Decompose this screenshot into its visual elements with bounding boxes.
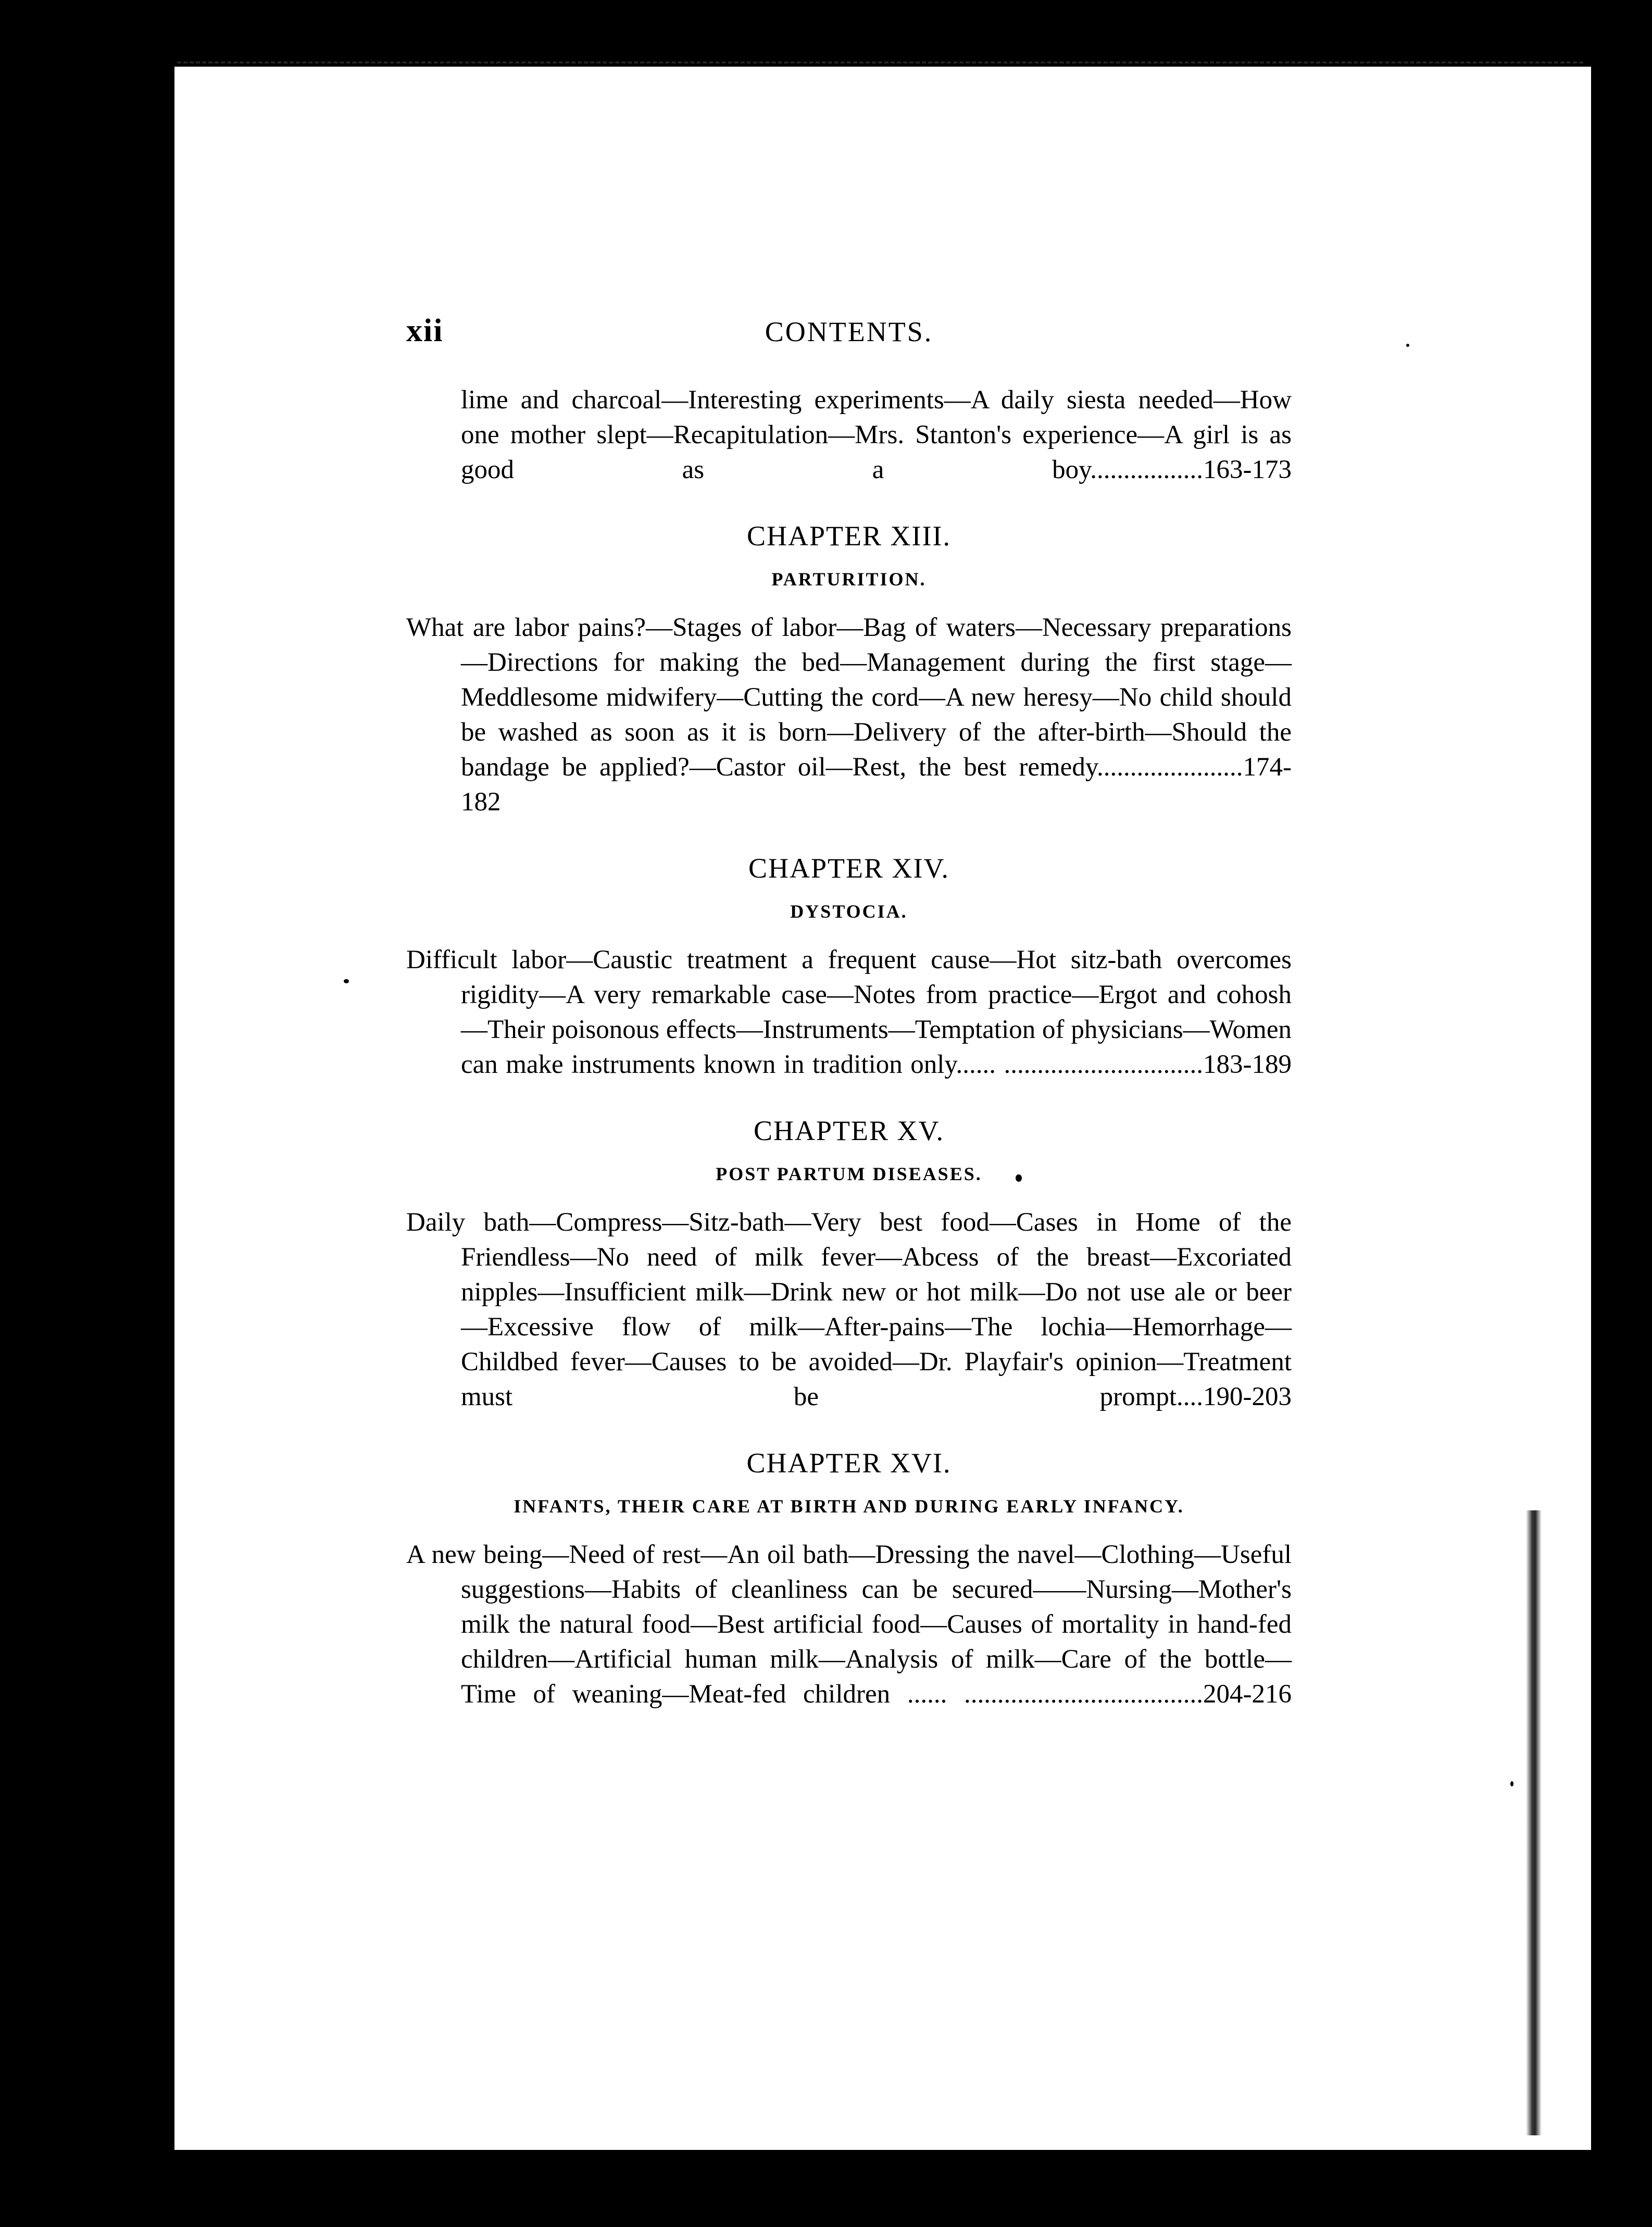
page-number: xii	[406, 313, 444, 348]
chapter-heading: CHAPTER XV.	[753, 1115, 945, 1146]
print-speck	[1510, 1781, 1513, 1786]
chapter-summary: What are labor pains?—Stages of labor—Bag of waters—Necessary preparations—Directions for making the bed—Management during the first stage—Meddlesome midwifery—Cutting the cord—A new heresy—No child should be washed as soon as it is born—Delivery of the after-birth—Should the bandage be applied?—Castor oil—Rest, the best remedy......................174-182	[406, 613, 1292, 817]
print-speck	[344, 979, 349, 983]
chapter-16	[406, 1445, 1292, 1712]
page-top-edge	[177, 61, 1583, 68]
contents-page	[406, 312, 1292, 1712]
chapter-15	[406, 1112, 1292, 1415]
chapter-13	[406, 518, 1292, 820]
continued-entry: lime and charcoal—Interesting experiments—A daily siesta needed—How one mother slept—Recapitulation—Mrs. Stanton's experience—A girl is as good as a boy.................163-173	[461, 385, 1292, 484]
chapter-summary: A new being—Need of rest—An oil bath—Dressing the navel—Clothing—Useful suggestions—Habits of cleanliness can be secured——Nursing—Mother's milk the natural food—Best artificial food—Causes of mortality in hand-fed children—Artificial human milk—Analysis of milk—Care of the bottle—Time of weaning—Meat-fed children ...... ....................................204-216	[406, 1540, 1292, 1709]
chapter-heading: CHAPTER XIII.	[747, 520, 951, 552]
chapter-subheading: DYSTOCIA.	[790, 901, 908, 922]
chapter-subheading: INFANTS, THEIR CARE AT BIRTH AND DURING EARLY INFANCY.	[514, 1496, 1184, 1517]
chapter-summary: Difficult labor—Caustic treatment a frequent cause—Hot sitz-bath overcomes rigidity—A very remarkable case—Notes from practice—Ergot and cohosh—Their poisonous effects—Instruments—Temptation of physicians—Women can make instruments known in tradition only...... ..............................183-189	[406, 945, 1292, 1079]
chapter-heading: CHAPTER XIV.	[748, 853, 950, 884]
running-head	[406, 312, 1292, 354]
chapter-summary: Daily bath—Compress—Sitz-bath—Very best food—Cases in Home of the Friendless—No need of milk fever—Abcess of the breast—Excoriated nipples—Insufficient milk—Drink new or hot milk—Do not use ale or beer—Excessive flow of milk—After-pains—The lochia—Hemorrhage—Childbed fever—Causes to be avoided—Dr. Playfair's opinion—Treatment must be prompt....190-203	[406, 1208, 1292, 1411]
print-speck	[1406, 344, 1409, 347]
page-title: CONTENTS.	[765, 316, 933, 347]
chapter-subheading: POST PARTUM DISEASES.	[716, 1163, 982, 1184]
chapter-14	[406, 850, 1292, 1082]
chapter-heading: CHAPTER XVI.	[746, 1447, 952, 1479]
chapter-subheading: PARTURITION.	[771, 569, 927, 590]
page-right-edge-shadow	[1526, 1510, 1542, 2135]
